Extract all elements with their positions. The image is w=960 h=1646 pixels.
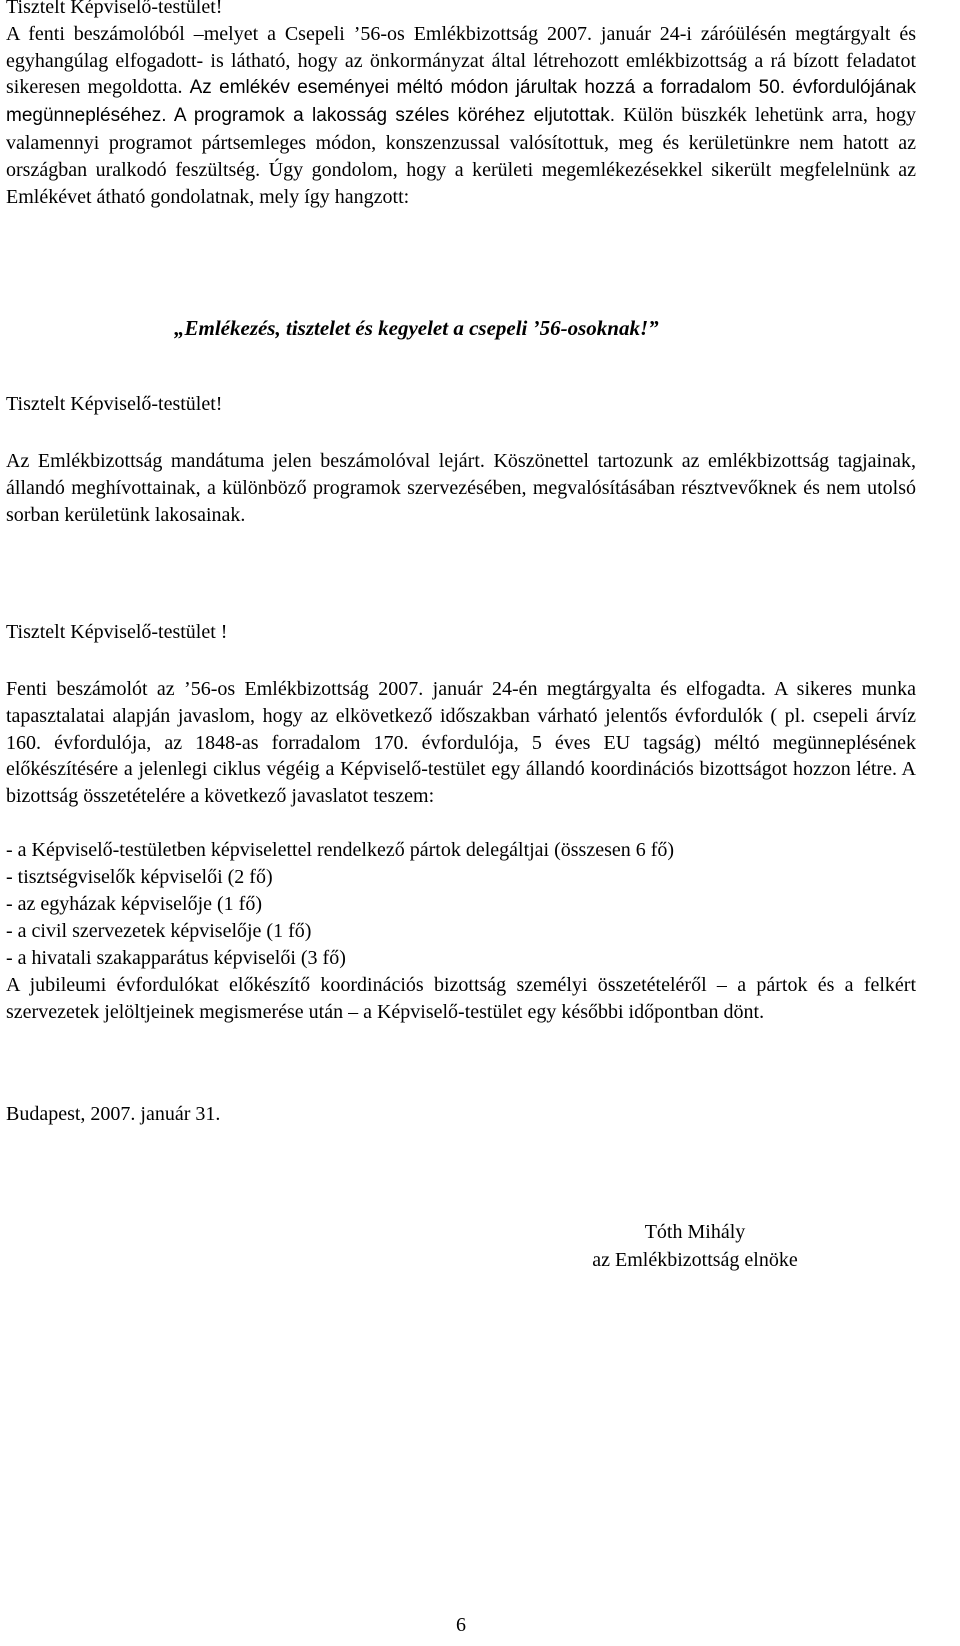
- intro-text-2: Az emlékév eseményei méltó módon járultak hozzá a forradalom 50. évfordulójának megünnepléséhez. A programok a lakosság széles köréhez eljutottak.: [6, 77, 916, 127]
- signer-title: az Emlékbizottság elnöke: [592, 1249, 798, 1271]
- page-number: 6: [456, 1614, 466, 1636]
- list-item: - a hivatali szakapparátus képviselői (3 fő): [6, 947, 346, 969]
- signer-name: Tóth Mihály: [644, 1221, 746, 1243]
- list-item: - a civil szervezetek képviselője (1 fő): [6, 920, 312, 942]
- intro-paragraph: [6, 21, 916, 211]
- closing-paragraph: A jubileumi évfordulókat előkészítő koordinációs bizottság személyi összetételéről – a pártok és a felkért szervezetek jelöltjeinek megismerése után – a Képviselő-testület egy későbbi időpontban dönt.: [6, 974, 916, 1023]
- document-page: [6, 0, 916, 1646]
- salutation-1: Tisztelt Képviselő-testület!: [6, 0, 223, 18]
- section2-paragraph: Az Emlékbizottság mandátuma jelen beszámolóval lejárt. Köszönettel tartozunk az emlékbizottság tagjainak, állandó meghívottainak, a különböző programok szervezésében, megvalósításában résztvevőknek és nem utolsó sorban kerületünk lakosainak.: [6, 450, 916, 526]
- list-item: - az egyházak képviselője (1 fő): [6, 893, 262, 915]
- intro-text-1: A fenti beszámolóból –melyet a Csepeli ’56-os Emlékbizottság 2007. január 24-i záróülésén megtárgyalt és egyhangúlag elfogadott- is látható, hogy az önkormányzat által létrehozott emlékbizottság a rá bízott feladatot sikeresen megoldotta.: [6, 22, 916, 99]
- salutation-2: Tisztelt Képviselő-testület!: [6, 393, 223, 415]
- motto: „Emlékezés, tisztelet és kegyelet a csepeli ’56-osoknak!”: [174, 316, 659, 340]
- section3-paragraph: Fenti beszámolót az ’56-os Emlékbizottság 2007. január 24-én megtárgyalta és elfogadta. A sikeres munka tapasztalatai alapján javaslom, hogy az elkövetkező időszakban várható jelentős évfordulók ( pl. csepeli árvíz 160. évfordulója, az 1848-as forradalom 170. évfordulója, 5 éves EU tagság) méltó megünneplésének előkészítésére a jelenlegi ciklus végéig a Képviselő-testület egy állandó koordinációs bizottságot hozzon létre. A bizottság összetételére a következő javaslatot teszem:: [6, 678, 916, 808]
- signature-block: [560, 1218, 830, 1274]
- place-date: Budapest, 2007. január 31.: [6, 1103, 221, 1125]
- list-item: - a Képviselő-testületben képviselettel rendelkező pártok delegáltjai (összesen 6 fő): [6, 839, 675, 861]
- salutation-3: Tisztelt Képviselő-testület !: [6, 621, 228, 643]
- intro-text-3: Külön büszkék lehetünk arra, hogy valamennyi programot pártsemleges módon, konszenzussal valósítottuk, meg és kerületünkre nem hatott az országban uralkodó feszültség. Úgy gondolom, hogy a kerületi megemlékezésekkel sikerült megfelelnünk az Emlékévet átható gondolatnak, mely így hangzott:: [6, 104, 916, 208]
- list-item: - tisztségviselők képviselői (2 fő): [6, 866, 273, 888]
